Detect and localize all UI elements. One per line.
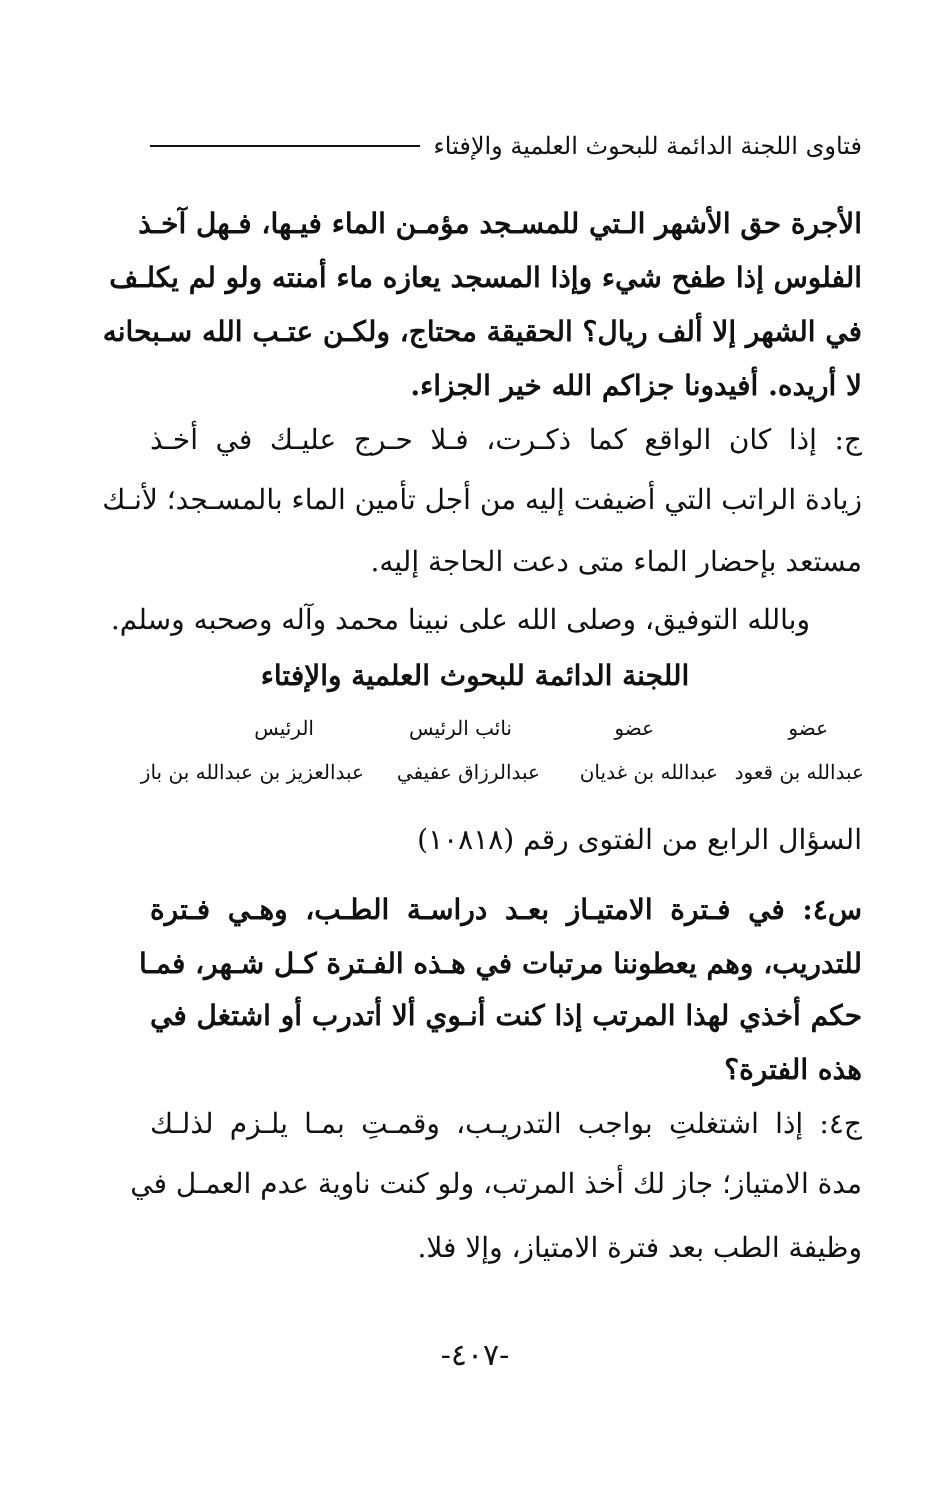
header-rule [150, 145, 420, 147]
question-line: الفلوس إذا طفح شيء وإذا المسجد يعازه ماء أمنته ولو لم يكلـف [109, 261, 862, 294]
member-name: عبدالرزاق عفيفي [396, 760, 540, 784]
member-role: عضو [614, 716, 654, 740]
member-name: عبدالله بن قعود [734, 760, 864, 784]
question-line: هذه الفترة؟ [724, 1053, 862, 1086]
answer-line: مستعد بإحضار الماء متى دعت الحاجة إليه. [370, 545, 862, 578]
question-line: للتدريب، وهم يعطوننا مرتبات في هـذه الفـترة كـل شـهر، فمـا [139, 947, 862, 980]
page-number: -٤٠٧- [440, 1338, 510, 1373]
question-line: لا أريده. أفيدونا جزاكم الله خير الجزاء. [410, 369, 862, 402]
member-role: عضو [788, 716, 828, 740]
question-line: الأجرة حق الأشهر الـتي للمسـجد مؤمـن الماء فيـها، فـهل آخـذ [138, 207, 862, 240]
answer-line: وظيفة الطب بعد فترة الامتياز، وإلا فلا. [417, 1231, 862, 1264]
member-role: الرئيس [254, 716, 314, 740]
member-name: عبدالعزيز بن عبدالله بن باز [140, 760, 364, 784]
committee-title: اللجنة الدائمة للبحوث العلمية والإفتاء [260, 659, 690, 692]
question-line: س٤: في فـترة الامتيـاز بعـد دراسـة الطـب، وهـي فـترة [150, 893, 862, 926]
question-line: حكم أخذي لهذا المرتب إذا كنت أنـوي ألا أتدرب أو اشتغل في [150, 999, 863, 1032]
answer-line: زيادة الراتب التي أضيفت إليه من أجل تأمين الماء بالمسـجد؛ لأنـك [102, 483, 862, 516]
question-line: في الشهر إلا ألف ريال؟ الحقيقة محتاج، ولكـن عتـب الله سـبحانه [102, 315, 862, 348]
answer-line: ج: إذا كان الواقع كما ذكـرت، فـلا حـرج عليـك في أخـذ [150, 423, 862, 456]
closing-line: وبالله التوفيق، وصلى الله على نبينا محمد وآله وصحبه وسلم. [110, 603, 810, 636]
running-title: فتاوى اللجنة الدائمة للبحوث العلمية والإفتاء [433, 132, 862, 160]
fatwa-heading: السؤال الرابع من الفتوى رقم (١٠٨١٨) [417, 823, 862, 856]
member-name: عبدالله بن غديان [579, 760, 718, 784]
answer-line: مدة الامتياز؛ جاز لك أخذ المرتب، ولو كنت ناوية عدم العمـل في [130, 1167, 862, 1200]
running-header [150, 126, 862, 166]
answer-line: ج٤: إذا اشتغلتِ بواجب التدريـب، وقمـتِ بمـا يلـزم لذلـك [150, 1107, 862, 1140]
member-role: نائب الرئيس [408, 716, 512, 740]
